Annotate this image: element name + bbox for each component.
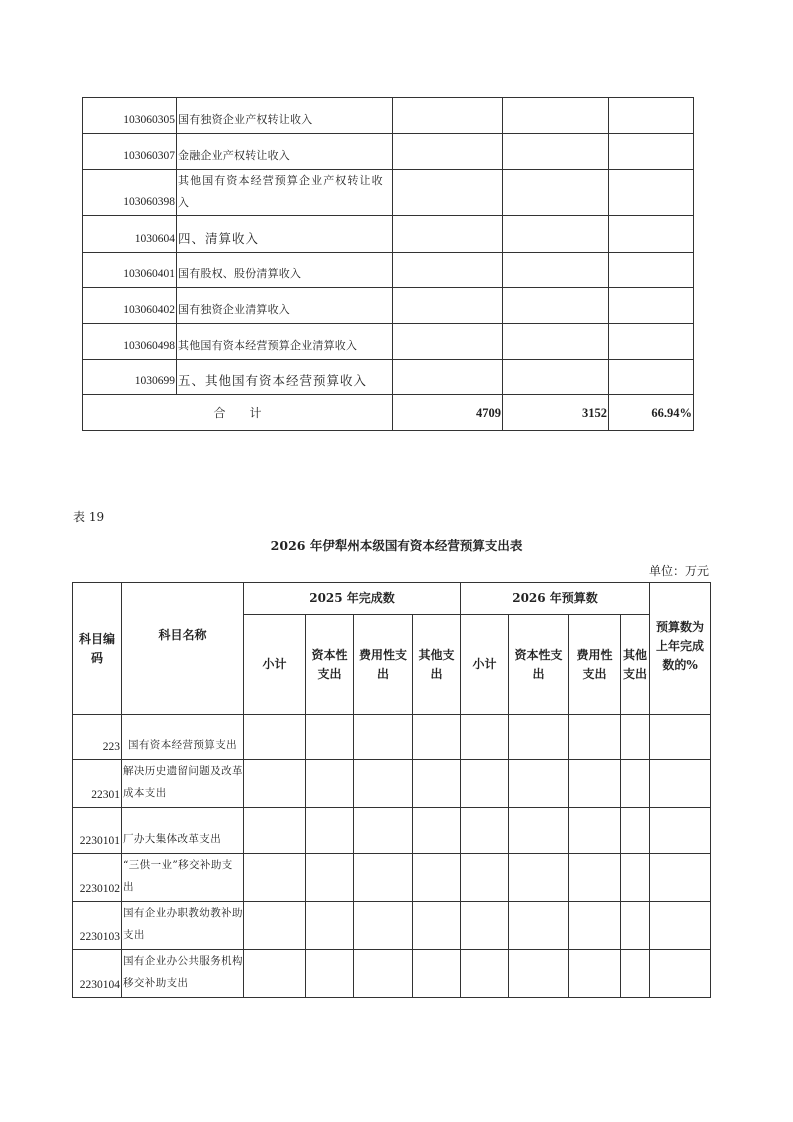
table-row — [83, 216, 694, 253]
table-row — [73, 950, 711, 998]
value-cell — [393, 134, 503, 170]
header-subject-code: 科目编码 — [73, 583, 122, 715]
subject-code: 22301 — [73, 760, 122, 808]
value-cell — [244, 854, 306, 902]
value-cell — [503, 170, 609, 216]
table-row — [83, 360, 694, 395]
value-cell — [621, 902, 650, 950]
table-number-label: 表 19 — [73, 510, 105, 524]
value-cell — [244, 950, 306, 998]
subject-code: 103060398 — [83, 170, 177, 216]
subject-name: 其他国有资本经营预算企业产权转让收入 — [177, 170, 393, 216]
unit-label: 单位：万元 — [648, 564, 709, 578]
value-cell — [413, 808, 461, 854]
subject-code: 103060498 — [83, 324, 177, 360]
value-cell — [461, 854, 509, 902]
subject-code: 2230101 — [73, 808, 122, 854]
value-cell — [609, 216, 694, 253]
value-cell — [354, 854, 413, 902]
header-2026-other: 其他支出 — [621, 615, 650, 715]
value-cell — [354, 760, 413, 808]
value-cell — [609, 98, 694, 134]
header-2026-budget: 2026 年预算数 — [461, 583, 650, 615]
value-cell — [621, 715, 650, 760]
table-row — [73, 808, 711, 854]
value-cell — [244, 808, 306, 854]
expenditure-table — [72, 582, 711, 998]
value-cell — [393, 170, 503, 216]
value-cell — [461, 808, 509, 854]
value-cell — [503, 253, 609, 288]
subject-name: 国有独资企业清算收入 — [177, 288, 393, 324]
value-cell — [413, 760, 461, 808]
subject-name: 国有股权、股份清算收入 — [177, 253, 393, 288]
value-cell — [609, 324, 694, 360]
value-cell — [621, 854, 650, 902]
value-cell — [393, 324, 503, 360]
value-cell — [609, 288, 694, 324]
value-cell — [503, 216, 609, 253]
value-cell — [393, 288, 503, 324]
value-cell — [413, 854, 461, 902]
value-cell — [354, 715, 413, 760]
table-title: 2026 年伊犁州本级国有资本经营预算支出表 — [270, 538, 523, 553]
value-cell — [509, 715, 569, 760]
subject-code: 103060307 — [83, 134, 177, 170]
value-cell — [503, 360, 609, 395]
value-cell — [393, 253, 503, 288]
header-budget-percent: 预算数为上年完成数的% — [650, 583, 711, 715]
total-label: 合 计 — [83, 395, 393, 431]
table-row — [83, 288, 694, 324]
value-cell — [609, 134, 694, 170]
subject-code: 103060402 — [83, 288, 177, 324]
subject-name: 国有独资企业产权转让收入 — [177, 98, 393, 134]
header-2025-capital: 资本性支出 — [306, 615, 354, 715]
total-percent: 66.94% — [609, 395, 694, 431]
subject-code: 2230104 — [73, 950, 122, 998]
value-cell — [609, 170, 694, 216]
value-cell — [413, 902, 461, 950]
value-cell — [393, 216, 503, 253]
table-row — [73, 760, 711, 808]
table-row — [83, 98, 694, 134]
table-row — [83, 134, 694, 170]
value-cell — [650, 760, 711, 808]
value-cell — [650, 808, 711, 854]
value-cell — [244, 902, 306, 950]
value-cell — [461, 715, 509, 760]
header-2025-expense: 费用性支出 — [354, 615, 413, 715]
subject-name: 国有资本经营预算支出 — [122, 715, 244, 760]
table-row — [83, 324, 694, 360]
value-cell — [509, 808, 569, 854]
value-cell — [509, 854, 569, 902]
value-cell — [354, 902, 413, 950]
value-cell — [509, 760, 569, 808]
value-cell — [503, 134, 609, 170]
table-row — [83, 170, 694, 216]
value-cell — [393, 360, 503, 395]
value-cell — [650, 854, 711, 902]
subject-code: 223 — [73, 715, 122, 760]
value-cell — [413, 715, 461, 760]
header-2026-subtotal: 小计 — [461, 615, 509, 715]
value-cell — [244, 715, 306, 760]
subject-name: 国有企业办公共服务机构移交补助支出 — [122, 950, 244, 998]
table-row — [73, 715, 711, 760]
value-cell — [413, 950, 461, 998]
value-cell — [621, 808, 650, 854]
value-cell — [461, 760, 509, 808]
subject-code: 103060305 — [83, 98, 177, 134]
total-value-1: 4709 — [393, 395, 503, 431]
total-row — [83, 395, 694, 431]
value-cell — [461, 950, 509, 998]
header-2026-expense: 费用性支出 — [569, 615, 621, 715]
value-cell — [306, 902, 354, 950]
header-2026-capital: 资本性支出 — [509, 615, 569, 715]
value-cell — [609, 253, 694, 288]
value-cell — [569, 808, 621, 854]
value-cell — [306, 950, 354, 998]
subject-code: 2230103 — [73, 902, 122, 950]
value-cell — [621, 950, 650, 998]
value-cell — [621, 760, 650, 808]
value-cell — [354, 950, 413, 998]
value-cell — [306, 715, 354, 760]
subject-code: 2230102 — [73, 854, 122, 902]
table-row — [73, 854, 711, 902]
value-cell — [609, 360, 694, 395]
value-cell — [354, 808, 413, 854]
header-2025-subtotal: 小计 — [244, 615, 306, 715]
value-cell — [509, 950, 569, 998]
subject-name: “三供一业”移交补助支出 — [122, 854, 244, 902]
value-cell — [569, 715, 621, 760]
header-2025-other: 其他支出 — [413, 615, 461, 715]
value-cell — [306, 808, 354, 854]
value-cell — [503, 324, 609, 360]
revenue-table-continued — [82, 97, 694, 431]
value-cell — [244, 760, 306, 808]
subject-name: 五、其他国有资本经营预算收入 — [177, 360, 393, 395]
table-row — [83, 253, 694, 288]
header-2025-completed: 2025 年完成数 — [244, 583, 461, 615]
subject-name: 四、清算收入 — [177, 216, 393, 253]
subject-code: 103060401 — [83, 253, 177, 288]
value-cell — [569, 902, 621, 950]
subject-code: 1030604 — [83, 216, 177, 253]
value-cell — [509, 902, 569, 950]
value-cell — [503, 98, 609, 134]
value-cell — [393, 98, 503, 134]
value-cell — [461, 902, 509, 950]
subject-name: 解决历史遗留问题及改革成本支出 — [122, 760, 244, 808]
subject-name: 金融企业产权转让收入 — [177, 134, 393, 170]
value-cell — [306, 854, 354, 902]
subject-name: 其他国有资本经营预算企业清算收入 — [177, 324, 393, 360]
subject-name: 国有企业办职教幼教补助支出 — [122, 902, 244, 950]
value-cell — [650, 950, 711, 998]
value-cell — [503, 288, 609, 324]
value-cell — [569, 950, 621, 998]
subject-name: 厂办大集体改革支出 — [122, 808, 244, 854]
table-row — [73, 902, 711, 950]
value-cell — [650, 715, 711, 760]
value-cell — [569, 854, 621, 902]
header-row-1 — [73, 583, 711, 615]
subject-code: 1030699 — [83, 360, 177, 395]
value-cell — [650, 902, 711, 950]
total-value-2: 3152 — [503, 395, 609, 431]
value-cell — [569, 760, 621, 808]
header-subject-name: 科目名称 — [122, 583, 244, 715]
value-cell — [306, 760, 354, 808]
